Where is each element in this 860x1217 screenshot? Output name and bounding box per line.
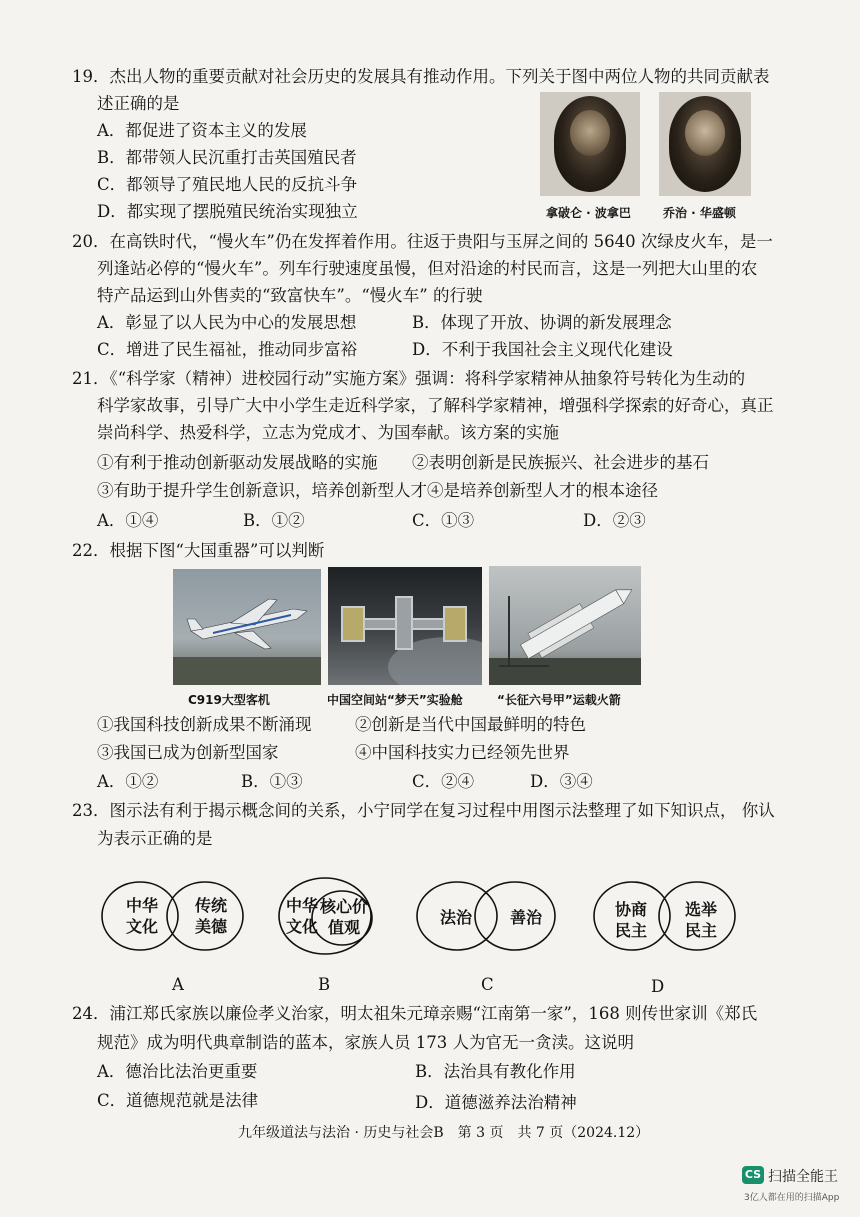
- q22-statement-2: ②创新是当代中国最鲜明的特色: [355, 715, 586, 734]
- diagram-b-outer-label-1: 中华: [286, 896, 319, 915]
- camscanner-name: 扫描全能王: [768, 1169, 838, 1185]
- c919-photo: [173, 569, 321, 685]
- diagram-c-left-label: 法治: [440, 908, 473, 927]
- q24-stem-line1: 24．浦江郑氏家族以廉俭孝义治家，明太祖朱元璋亲赐“江南第一家”，168 则传世家训《郑氏: [72, 1004, 758, 1023]
- long-march-caption: “长征六号甲”运载火箭: [497, 693, 621, 707]
- q20-option-b: B．体现了开放、协调的新发展理念: [412, 313, 672, 332]
- q19-option-d: D．都实现了摆脱殖民统治实现独立: [97, 202, 358, 221]
- q23-stem-line2: 为表示正确的是: [97, 829, 213, 848]
- washington-portrait: [659, 92, 751, 196]
- q24-option-b: B．法治具有教化作用: [415, 1062, 576, 1081]
- q20-stem-line1: 20．在高铁时代，“慢火车”仍在发挥着作用。往返于贵阳与玉屏之间的 5640 次绿皮火车，是一: [72, 232, 773, 251]
- diagram-b-outer-label-2: 文化: [286, 917, 319, 936]
- q22-statement-3: ③我国已成为创新型国家: [97, 743, 279, 762]
- q21-option-a: A．①④: [97, 511, 159, 530]
- q19-stem-line2: 述正确的是: [97, 94, 180, 113]
- q22-stem: 22．根据下图“大国重器”可以判断: [72, 541, 325, 560]
- q20-stem-line3: 特产品运到山外售卖的“致富快车”。“慢火车” 的行驶: [97, 286, 483, 305]
- diagram-d-right-label-2: 民主: [685, 921, 718, 940]
- diagram-d-letter: D: [651, 977, 665, 996]
- q21-statement-2: ②表明创新是民族振兴、社会进步的基石: [412, 453, 709, 472]
- q21-option-b: B．①②: [243, 511, 305, 530]
- q20-option-a: A．彰显了以人民为中心的发展思想: [97, 313, 357, 332]
- mengtian-module-photo: [328, 567, 482, 685]
- q22-statement-4: ④中国科技实力已经领先世界: [355, 743, 570, 762]
- q21-stem-line2: 科学家故事，引导广大中小学生走近科学家，了解科学家精神，增强科学探索的好奇心，真正: [97, 396, 774, 415]
- q21-option-d: D．②③: [583, 511, 646, 530]
- q19-option-b: B．都带领人民沉重打击英国殖民者: [97, 148, 357, 167]
- q22-option-a: A．①②: [97, 772, 159, 791]
- diagram-c-right-label: 善治: [510, 908, 543, 927]
- page-footer: 九年级道法与法治 · 历史与社会B 第 3 页 共 7 页（2024.12）: [238, 1125, 650, 1141]
- diagram-d-left-label-2: 民主: [615, 921, 648, 940]
- diagram-a-right-label-1: 传统: [195, 896, 228, 915]
- q20-stem-line2: 列逢站必停的“慢火车”。列车行驶速度虽慢，但对沿途的村民而言，这是一列把大山里的农: [97, 259, 758, 278]
- q21-statement-3-4: ③有助于提升学生创新意识，培养创新型人才④是培养创新型人才的根本途径: [97, 481, 658, 500]
- diagram-b-inner-label-1: 核心价: [320, 897, 369, 916]
- q22-option-d: D．③④: [530, 772, 593, 791]
- diagram-c-letter: C: [481, 975, 494, 994]
- q24-option-d: D．道德滋养法治精神: [415, 1093, 577, 1112]
- diagram-b-inner-label-2: 值观: [328, 918, 361, 937]
- mengtian-caption: 中国空间站“梦天”实验舱: [327, 693, 463, 707]
- napoleon-portrait: [540, 92, 640, 196]
- napoleon-caption: 拿破仑 · 波拿巴: [546, 206, 631, 220]
- q20-option-c: C．增进了民生福祉，推动同步富裕: [97, 340, 358, 359]
- q21-option-c: C．①③: [412, 511, 475, 530]
- q21-stem-line1: 21．《“科学家（精神）进校园行动”实施方案》强调：将科学家精神从抽象符号转化为生动的: [72, 369, 746, 388]
- q21-statement-1: ①有利于推动创新驱动发展战略的实施: [97, 453, 378, 472]
- q22-statement-1: ①我国科技创新成果不断涌现: [97, 715, 312, 734]
- q19-option-a: A．都促进了资本主义的发展: [97, 121, 307, 140]
- washington-caption: 乔治 · 华盛顿: [663, 206, 736, 220]
- long-march-6a-photo: [489, 566, 641, 685]
- q24-option-c: C．道德规范就是法律: [97, 1091, 259, 1110]
- q19-option-c: C．都领导了殖民地人民的反抗斗争: [97, 175, 358, 194]
- q20-option-d: D．不利于我国社会主义现代化建设: [412, 340, 673, 359]
- diagram-b-letter: B: [318, 975, 331, 994]
- diagram-a-letter: A: [172, 975, 184, 994]
- q24-option-a: A．德治比法治更重要: [97, 1062, 258, 1081]
- q21-stem-line3: 崇尚科学、热爱科学，立志为党成才、为国奉献。该方案的实施: [97, 423, 559, 442]
- diagram-a-left-label-2: 文化: [126, 917, 159, 936]
- diagram-a-right-label-2: 美德: [195, 917, 228, 936]
- q19-stem-line1: 19．杰出人物的重要贡献对社会历史的发展具有推动作用。下列关于图中两位人物的共同贡献表: [72, 67, 770, 86]
- q22-option-b: B．①③: [241, 772, 303, 791]
- q22-option-c: C．②④: [412, 772, 475, 791]
- camscanner-tagline: 3亿人都在用的扫描App: [744, 1193, 840, 1203]
- diagram-a-left-label-1: 中华: [126, 896, 159, 915]
- c919-caption: C919大型客机: [188, 693, 270, 707]
- q24-stem-line2: 规范》成为明代典章制诰的蓝本，家族人员 173 人为官无一贪渎。这说明: [97, 1033, 634, 1052]
- camscanner-logo: CS: [742, 1166, 764, 1184]
- diagram-d-left-label-1: 协商: [615, 900, 648, 919]
- q23-stem-line1: 23．图示法有利于揭示概念间的关系，小宁同学在复习过程中用图示法整理了如下知识点， 你认: [72, 801, 775, 820]
- diagram-d-right-label-1: 选举: [685, 900, 718, 919]
